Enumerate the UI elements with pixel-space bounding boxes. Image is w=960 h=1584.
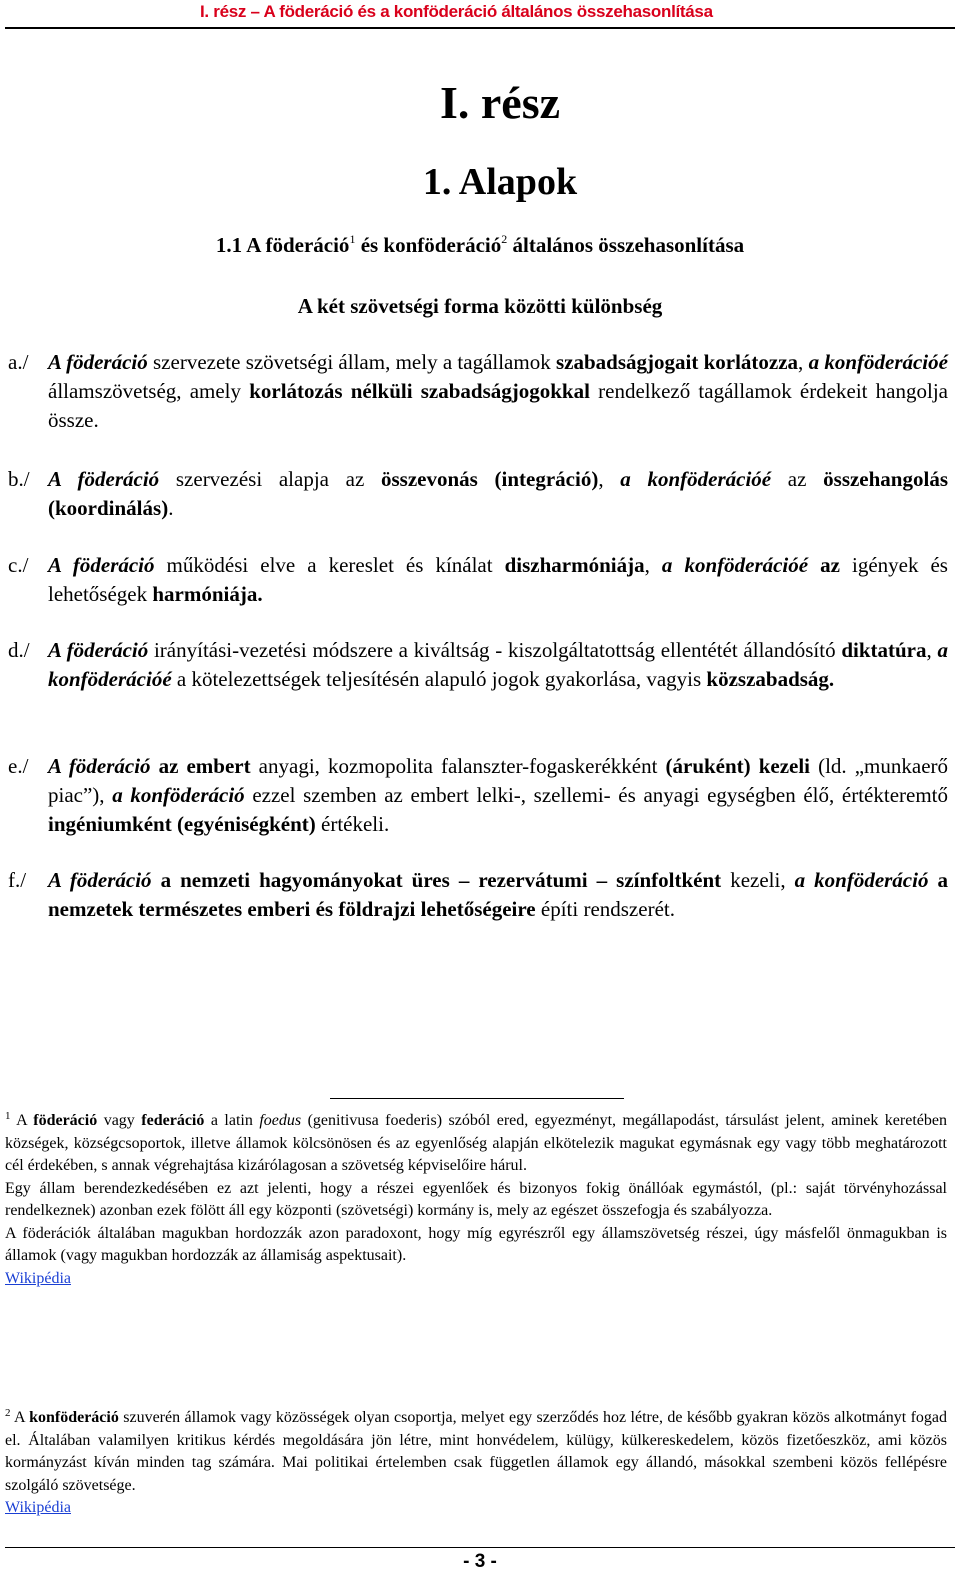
running-title: I. rész – A föderáció és a konföderáció általános összehasonlítása bbox=[200, 2, 713, 21]
item-label: e./ bbox=[8, 754, 29, 778]
term: föderáció bbox=[33, 1112, 98, 1129]
text bbox=[928, 868, 937, 892]
item-label: c./ bbox=[8, 553, 29, 577]
emph: korlátozás nélküli szabadságjogokkal bbox=[249, 379, 590, 403]
item-text bbox=[48, 551, 948, 609]
subtitle: A két szövetségi forma közötti különbség bbox=[297, 294, 663, 318]
section-title-part1: 1.1 A föderáció bbox=[215, 233, 350, 257]
text: vagy bbox=[97, 1112, 142, 1129]
emph: A föderáció bbox=[48, 350, 148, 374]
emph: összehangolás (koordinálás) bbox=[48, 467, 948, 520]
text: igények és lehetőségek bbox=[48, 553, 948, 606]
footnote-1-para-1 bbox=[5, 1110, 947, 1178]
text: , bbox=[644, 553, 662, 577]
emph: szabadságjogait korlátozza bbox=[555, 350, 799, 374]
running-header bbox=[0, 0, 960, 30]
list-item-a bbox=[8, 348, 948, 435]
emph: közszabadság. bbox=[706, 667, 835, 691]
emph: A föderáció bbox=[48, 638, 149, 662]
emph: összevonás (integráció) bbox=[381, 467, 599, 491]
text: (ld. „munkaerő piac”), bbox=[48, 754, 949, 807]
text bbox=[152, 868, 161, 892]
footnote-ref-1[interactable]: 1 bbox=[349, 232, 356, 246]
chapter-title: 1. Alapok bbox=[422, 161, 578, 203]
footnote-ref-2[interactable]: 2 bbox=[501, 232, 508, 246]
text: , bbox=[798, 350, 809, 374]
item-label: b./ bbox=[8, 467, 30, 491]
item-label: f./ bbox=[8, 868, 27, 892]
text: a latin bbox=[204, 1112, 260, 1129]
footer-rule bbox=[5, 1547, 955, 1548]
emph: a nemzeti hagyományokat üres – rezervátumi – színfoltként bbox=[160, 868, 722, 892]
text bbox=[151, 754, 159, 778]
text: irányítási-vezetési módszere a kiváltság - kiszolgáltatottság ellentétét állandósító bbox=[148, 638, 842, 662]
item-text bbox=[48, 866, 948, 924]
emph: A föderáció bbox=[48, 553, 155, 577]
section-title bbox=[0, 233, 960, 258]
text: szervezési alapja az bbox=[159, 467, 381, 491]
text: , bbox=[598, 467, 621, 491]
text: ezzel szemben az embert lelki-, szellemi- és anyagi egységben élő, értékteremtő bbox=[244, 783, 949, 807]
emph: az bbox=[820, 553, 840, 577]
text: anyagi, kozmopolita falanszter-fogaskerékként bbox=[250, 754, 666, 778]
emph: diktatúra bbox=[841, 638, 927, 662]
footnote-1-para-3: A föderációk általában magukban hordozzák azon paradoxont, hogy míg egyrészről egy államszövetség részei, úgy másfelől önmagukban is államok (vagy magukban hordozzák az államiság aspektusait). bbox=[5, 1224, 947, 1264]
section-title-part3: általános összehasonlítása bbox=[507, 233, 745, 257]
item-label: a./ bbox=[8, 350, 29, 374]
list-item-e bbox=[8, 752, 948, 839]
text: szervezete szövetségi állam, mely a tagállamok bbox=[147, 350, 556, 374]
list-item-b bbox=[8, 465, 948, 523]
text: A bbox=[10, 1409, 30, 1426]
emph: a konföderáció bbox=[112, 783, 245, 807]
term: foedus bbox=[259, 1112, 302, 1129]
text: értékeli. bbox=[315, 812, 390, 836]
emph: diszharmóniája bbox=[504, 553, 645, 577]
emph: harmóniája. bbox=[152, 582, 263, 606]
footnote-2-para-1 bbox=[5, 1407, 947, 1497]
text: (genitivusa foederis) szóból ered, egyezményt, megállapodást, társulást jelent, aminek keretében községek, községcsoportok, illetve államok kölcsönösen és az egyenlőség alapján elkötelezik magukat egymásnak egy vagy több meghatározott cél érdekében, s annak végrehajtása kizárólagosan a szövetség képviselőire hárul. bbox=[5, 1112, 947, 1174]
footnote-number: 2 bbox=[5, 1407, 11, 1419]
emph: a konföderációé bbox=[808, 350, 948, 374]
text bbox=[808, 553, 820, 577]
text: A bbox=[10, 1112, 34, 1129]
footnote-1 bbox=[5, 1110, 947, 1290]
emph: A föderáció bbox=[48, 467, 160, 491]
emph: a nemzetek természetes emberi és földrajzi lehetőségeire bbox=[48, 868, 949, 921]
header-rule bbox=[5, 27, 955, 29]
footnote-2 bbox=[5, 1407, 947, 1520]
section-title-part2: és konföderáció bbox=[355, 233, 502, 257]
item-text bbox=[48, 348, 948, 435]
emph: az embert bbox=[158, 754, 251, 778]
list-item-d bbox=[8, 636, 948, 694]
text: működési elve a kereslet és kínálat bbox=[154, 553, 505, 577]
item-text bbox=[48, 465, 948, 523]
part-title: I. rész bbox=[439, 77, 561, 128]
page-number: - 3 - bbox=[463, 1551, 497, 1572]
list-item-c bbox=[8, 551, 948, 609]
text: . bbox=[168, 496, 174, 520]
text: építi rendszerét. bbox=[535, 897, 675, 921]
text: államszövetség, amely bbox=[48, 379, 250, 403]
text: rendelkező tagállamok érdekeit hangolja össze. bbox=[48, 379, 948, 432]
emph: a konföderációé bbox=[661, 553, 809, 577]
text: a kötelezettségek teljesítésén alapuló jogok gyakorlása, vagyis bbox=[171, 667, 707, 691]
text: kezeli, bbox=[721, 868, 795, 892]
term: konföderáció bbox=[29, 1409, 119, 1426]
item-text bbox=[48, 752, 948, 839]
list-item-f bbox=[8, 866, 948, 924]
text: szuverén államok vagy közösségek olyan csoportja, melyet egy szerződés hoz létre, de később gyakran közös alkotmányt fogad el. Általában valamilyen kritikus kérdés megoldására jön létre, mint honvédelem, külügy, külkereskedelem, közös fizetőeszköz, ami közös kormányzást kíván minden tag számára. Mai politikai értelemben csak független államok egy állandó, másokkal szembeni közös fellépésre szolgáló szövetsége. bbox=[5, 1409, 947, 1494]
emph: (áruként) kezeli bbox=[665, 754, 811, 778]
wikipedia-link-1[interactable]: Wikipédia bbox=[5, 1269, 71, 1287]
text: , bbox=[926, 638, 938, 662]
emph: A föderáció bbox=[48, 868, 152, 892]
emph: ingéniumként (egyéniségként) bbox=[48, 812, 316, 836]
item-label: d./ bbox=[8, 638, 30, 662]
emph: a konföderációé bbox=[620, 467, 772, 491]
emph: a konföderáció bbox=[794, 868, 929, 892]
term: federáció bbox=[141, 1112, 205, 1129]
footnote-number: 1 bbox=[5, 1110, 11, 1122]
emph: A föderáció bbox=[48, 754, 151, 778]
wikipedia-link-2[interactable]: Wikipédia bbox=[5, 1499, 71, 1516]
footnote-1-para-2: Egy állam berendezkedésében ez azt jelenti, hogy a részei egyenlőek és bizonyos fokig önállóak egymástól, (pl.: saját törvényhozással rendelkeznek) azonban ezek fölött áll egy központi (szövetségi) kormány is, mely az egészet összefogja és szabályozza. bbox=[5, 1179, 947, 1219]
emph: a konföderációé bbox=[48, 638, 949, 691]
footnote-separator bbox=[330, 1098, 624, 1099]
text: az bbox=[771, 467, 824, 491]
item-text bbox=[48, 636, 948, 694]
